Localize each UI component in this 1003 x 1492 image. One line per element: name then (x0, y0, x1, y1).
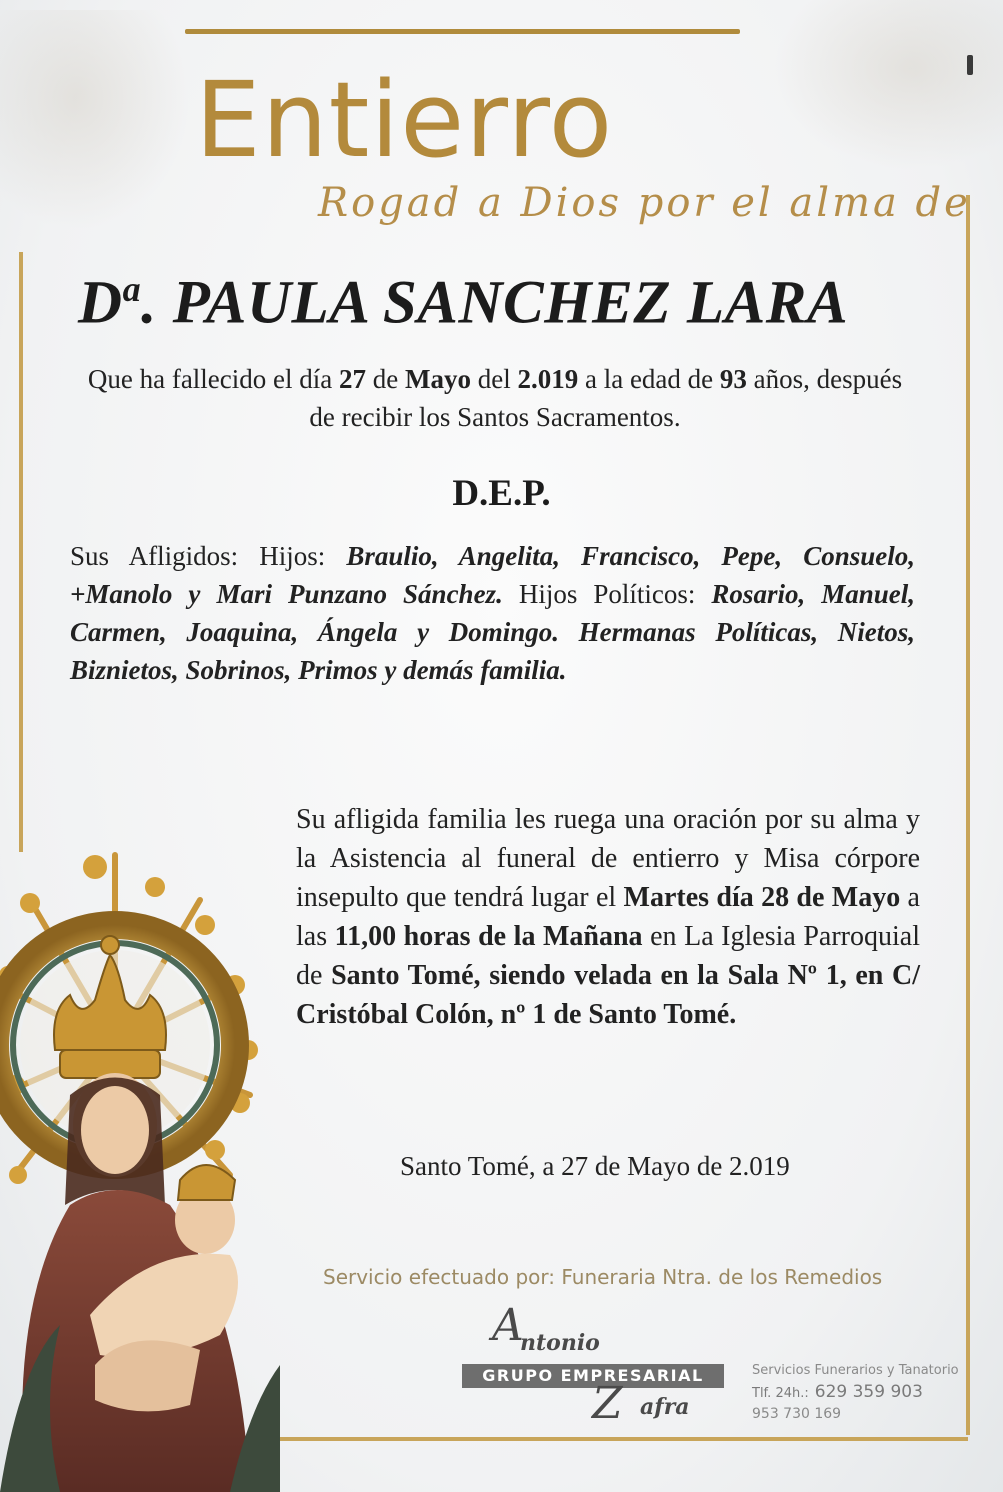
death-month: Mayo (404, 364, 471, 394)
death-notice (80, 360, 910, 436)
age: 93 (719, 364, 747, 394)
contact-services: Servicios Funerarios y Tanatorio (752, 1363, 959, 1378)
family-list (70, 537, 915, 689)
contact-phone-1 (752, 1382, 959, 1402)
page-title: Entierro (195, 59, 614, 181)
company-logo (462, 1300, 732, 1430)
intro-text: a la edad de (578, 364, 720, 394)
logo-bar: GRUPO EMPRESARIAL (462, 1364, 724, 1388)
family-text: Sus Afligidos: Hijos: (70, 541, 347, 571)
top-gold-line (185, 29, 740, 34)
children-names: Braulio, Angelita, Francisco, Pepe, Consuelo, (346, 541, 915, 571)
virgin-statue-image (0, 845, 280, 1492)
funeral-location: Santo Tomé, siendo velada en la Sala Nº 1, en C/ Cristóbal Colón, nº 1 de Santo Tomé. (296, 960, 920, 1030)
phone-number: 629 359 903 (814, 1382, 923, 1402)
subtitle: Rogad a Dios por el alma de (318, 180, 971, 226)
death-day: 27 (339, 364, 366, 394)
corner-mark (967, 55, 973, 75)
angel-decoration-left (0, 10, 190, 230)
inlaws-names: Rosario, Manuel, Carmen, Joaquina, Ángela y Domingo. Hermanas Políticas, Nietos, Biznietos, Sobrinos, Primos y demás familia. (70, 579, 915, 685)
left-border-line (19, 252, 23, 852)
death-year: 2.019 (517, 364, 579, 394)
funeral-date: Martes día 28 de Mayo (623, 882, 901, 913)
funeral-time: 11,00 horas de la Mañana (334, 921, 643, 952)
contact-phone-2: 953 730 169 (752, 1406, 842, 1422)
service-credit: Servicio efectuado por: Funeraria Ntra. de los Remedios (323, 1265, 883, 1289)
place-date: Santo Tomé, a 27 de Mayo de 2.019 (400, 1151, 790, 1181)
contact-info (752, 1363, 959, 1422)
phone-label: Tlf. 24h.: (752, 1386, 809, 1401)
intro-text: Que ha fallecido el día (87, 364, 339, 394)
funeral-text: en La Iglesia Parroquial de (296, 921, 920, 991)
logo-letter-z: Z (592, 1378, 623, 1429)
name-prefix: D (78, 269, 123, 337)
bottom-border-line (240, 1437, 968, 1441)
intro-text: años, después de recibir los Santos Sacramentos. (309, 364, 903, 432)
right-border-line (966, 195, 970, 1435)
logo-letter-a: A (492, 1300, 524, 1351)
intro-text: del (470, 364, 518, 394)
angel-decoration-right (773, 0, 1003, 170)
cross-icon: + (70, 579, 86, 609)
children-names: Manolo y Mari Punzano Sánchez. (85, 579, 503, 609)
logo-antonio: ntonio (520, 1330, 600, 1356)
logo-zafra: afra (640, 1394, 690, 1420)
funeral-text: a las (296, 882, 920, 952)
name-prefix-sup: a (122, 269, 142, 309)
funeral-details (296, 800, 920, 1034)
rip-heading: D.E.P. (452, 473, 551, 514)
family-text: Hijos Políticos: (502, 579, 712, 609)
intro-text: de (366, 364, 405, 394)
name-text: . PAULA SANCHEZ LARA (141, 269, 849, 337)
deceased-name (78, 268, 848, 338)
funeral-text: Su afligida familia les ruega una oración por su alma y la Asistencia al funeral de entierro y Misa córpore insepulto que tendrá lugar el (296, 804, 920, 913)
